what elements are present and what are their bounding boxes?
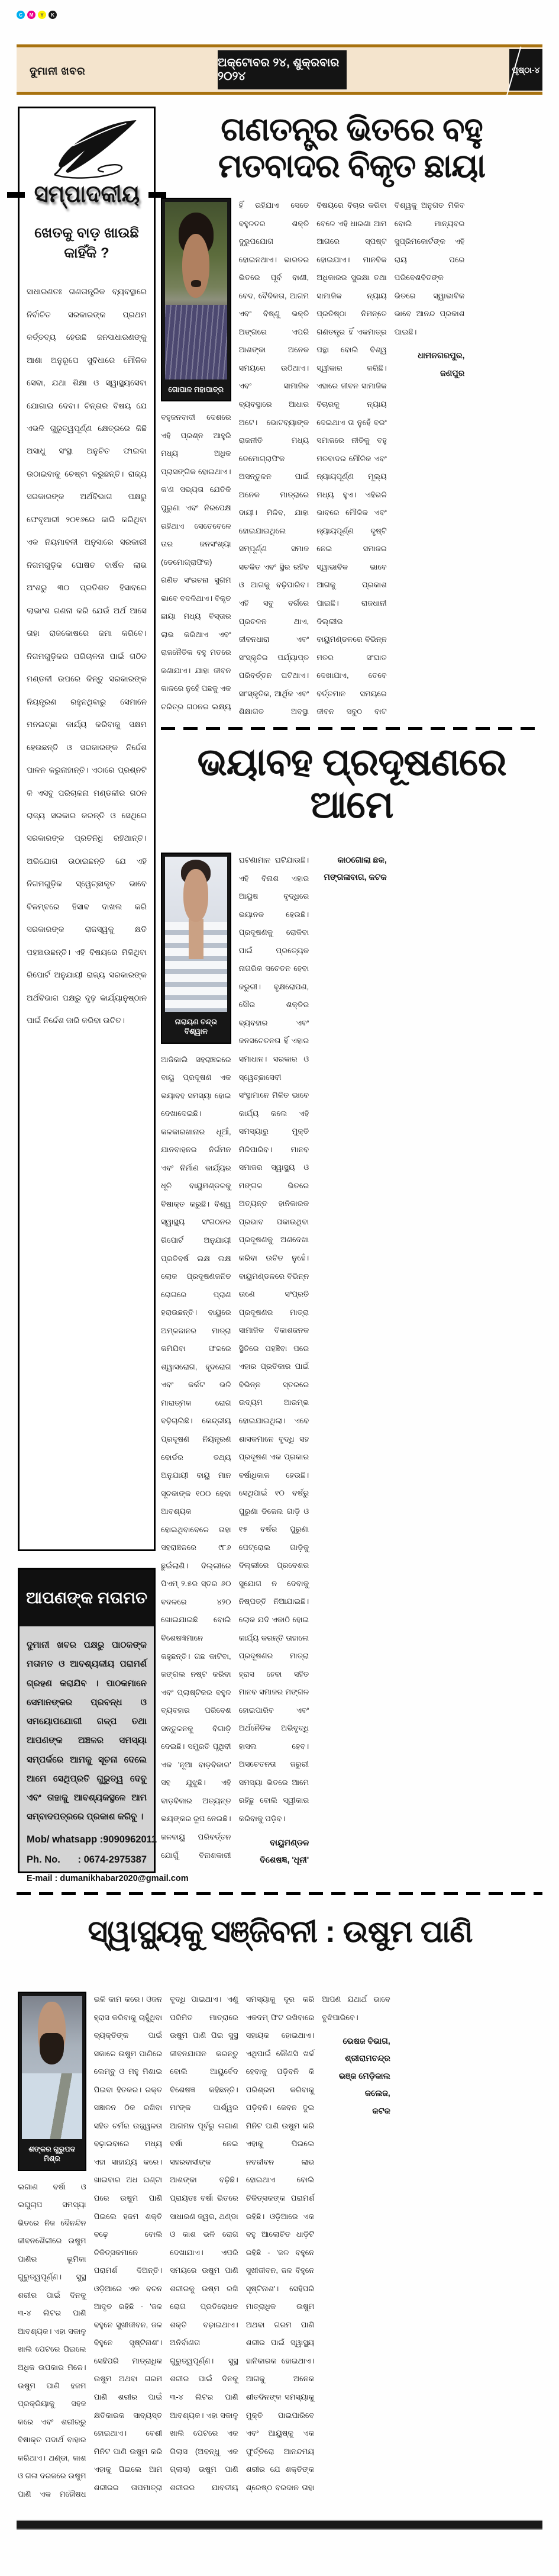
article2-author-photo-frame [161, 853, 231, 1044]
article1-signature: ଧାମନଗରପୁର, ଜଣପୁର [418, 350, 465, 378]
article3-headline: ସ୍ୱାସ୍ଥ୍ୟକୁ ସଞ୍ଜିବନୀ : ଉଷୁମ ପାଣି [88, 1915, 473, 1949]
opinion-contact-block [20, 1832, 189, 1886]
article2-headline: ଭୟାବହ ପ୍ରଦୂଷଣରେ ଆମେ [197, 741, 506, 826]
article3-author-name: ଶଙ୍କର ଗୁରୁପଦ ମିଶ୍ର [28, 2145, 76, 2163]
editorial-masthead-title: ସମ୍ପାଦକୀୟ [34, 181, 140, 207]
article3-signature [322, 2033, 390, 2120]
contact-phone-row [27, 1852, 147, 1867]
mobile-label: Mob/ whatsapp : [27, 1834, 104, 1845]
page-number-box [509, 49, 542, 91]
editorial-masthead [27, 181, 147, 208]
article2-body [161, 851, 542, 1871]
page-header-bar [17, 44, 542, 95]
page-number-label: ପୃଷ୍ଠା-୪ [512, 65, 540, 75]
article3-signature-line2: ଭଞ୍ଜ ମେଡ଼ିକାଲ କଲେଜ, [338, 2070, 390, 2098]
dash-left-icon [7, 192, 25, 198]
black-mark-icon: K [49, 11, 57, 19]
dashed-divider-2 [17, 1892, 542, 1895]
article1-text: ବହୁଜନବାଦୀ ଦେଶରେ ଏହି ପ୍ରଶ୍ନ ଆହୁରି ମଧ୍ୟ ଅଧିକ ପ୍ରାସଙ୍ଗିକ ହୋଇଥାଏ। କ'ଣ ସଭ୍ୟତା ଯେତିକି ପୁରୁଣା ଏବଂ ନିରପେକ୍ଷ ରହିଥାଏ ସେତେବେଳେ ତାର ଜନସଂଖ୍ୟା (ଡେମୋଗ୍ରାଫିକ) ଗଣିତ ସଂରଚନା ସୁଗମ ଭାବେ ବଦଳିଥାଏ। ବିକୃତ ଛାୟା ମଧ୍ୟ ବିସ୍ତାର ଲାଭ କରିଥାଏ ଏବଂ ରାଜନୈତିକ ବହୁ ମତରେ ଜଣାଯାଏ। ଯାହା ଜୀବନ କାଳରେ ନୁହେଁ ପଛକୁ ଏକ ଚରିତ୍ର ଗଠନର ଲକ୍ଷ୍ୟ ହିଁ ରହିଯାଏ ସେତେ ବହୁଳତର ଶକ୍ତି ଦୁରୁପଯୋଗ ହୋଇନଥାଏ। ଭାରତର ଭିତରେ ପୂର୍ବ ବାଣୀ, ବେଦ, ବୈଦିକତା, ଆଗମ ଏବଂ ବିଷ୍ଣୁ ଭକ୍ତି ଅଙ୍ଗରେ ଏପରି ଆଶଙ୍କା ଅନେକ ସମୟରେ ଉଠିଥାଏ। ଏବଂ ସାମାଜିକ ବ୍ୟବସ୍ଥାରେ ଆଧାର ଅଟେ। ଭୋଟବ୍ୟାଙ୍କ ରାଜନୀତି ମଧ୍ୟ ଡେମୋଗ୍ରାଫିକ ଅସନ୍ତୁଳନ ପାଇଁ ଅନେକ ମାତ୍ରାରେ ଦାୟୀ। ମିଳିବ, ଯାହା ହୋଇଯାଇଥିଲେ ସମ୍ପୂର୍ଣ୍ଣ ସମାଜ ସଚକିତ ଏବଂ ସ୍ଥିର ରହିବ ଓ ଆଗକୁ ବଢ଼ିପାରିବ। ଏହି ସବୁ ବର୍ଗରେ ପ୍ରଚଳନ ଥାଏ, ଜୀବନଧାରା ଏବଂ ସଂସ୍କୃତିର ପର୍ଯ୍ୟାପ୍ତ ପରିବର୍ତ୍ତନ ଘଟିଥାଏ। ସାଂସ୍କୃତିକ, ଆର୍ଥିକ ଏବଂ ଶିକ୍ଷାଗତ ଅବସ୍ଥା ବିଷୟରେ ବିଚାର କରିବା ବେଳେ ଏହି ଧାରଣା ଆମ ଆଗରେ ସ୍ପଷ୍ଟ ହୋଇଯାଏ। ମାନବିକ ଅଧିକାରର ସୁରକ୍ଷା ତଥା ସାମାଜିକ ନ୍ୟାୟ ପ୍ରତିଷ୍ଠା ନିମନ୍ତେ ଗଣତନ୍ତ୍ର ହିଁ ଏକମାତ୍ର ପନ୍ଥା ବୋଲି ବିଶ୍ୱ ସ୍ୱୀକାର କରିଛି। ଏହାରେ ଜୀବନ ସାମାଜିକ ବିଚାରକୁ ନ୍ୟାୟ ଦେଇଥାଏ ତା ନୁହେଁ ବରଂ ସମାଜରେ ନୀତିକୁ ବହୁ ମତବାଦର ମୌଳିକ ଏବଂ ନ୍ୟାୟପୂର୍ଣ୍ଣ ମୂଲ୍ୟ ମଧ୍ୟ ହୁଏ। ଏହିଭଳି ଭାବରେ ମୌଳିକ ଏବଂ ନ୍ୟାୟପୂର୍ଣ୍ଣ ଦୃଷ୍ଟି ନେଇ ସମାଜର ସ୍ୱାଭାବିକ ଭାବେ ଆଗକୁ ପ୍ରକାଶ ପାଇଛି। ରାଜଧାନୀ ଦିଲ୍ଲୀର ବାୟୁମଣ୍ଡଳରେ ବିଭିନ୍ନ ମତର ସଂଘାତ ଦେଖାଯାଏ, ତେବେ ବର୍ତ୍ତମାନ ସମୟରେ ଜୀବନ ସବୁଠ ବାଟ ବିଶ୍ୱକୁ ଅନୁଗତ ମିଳିବ ବୋଲି ମାନ୍ୟବର ସୁପ୍ରିମକୋର୍ଟଙ୍କ ଏହି ରାୟ ପରେ ପରିବେଶବିତଙ୍କ ଭିତରେ ସ୍ୱାଭାବିକ ଭାବେ ଆନନ୍ଦ ପ୍ରକାଶ ପାଇଛି। [161, 201, 465, 716]
article1-author-name: ଗୋପାଳ ମହାପାତ୍ର [168, 385, 224, 394]
article1-author-photo-frame [161, 198, 231, 401]
article3-author-photo [22, 1996, 82, 2139]
page-bottom-rule [17, 2520, 542, 2530]
article3-author-photo-frame [18, 1992, 86, 2171]
photo-beard [40, 2033, 64, 2064]
mobile-number: 9090962011 [103, 1834, 157, 1845]
article1-author-photo [165, 202, 227, 380]
cyan-mark-icon: C [17, 11, 25, 19]
article3-text: ଲଗାଣ ବର୍ଷା ଓ ଲଘୁଚାପ ସମସ୍ୟା ଭିତରେ ନିଜ ଦୈନନ୍ଦିନ ଜୀବନଶୈଳୀରେ ଉଷୁମ ପାଣିର ଭୂମିକା ଗୁରୁତ୍ୱପୂର୍ଣ୍ଣ। ସୁସ୍ଥ ଶରୀର ପାଇଁ ଦିନକୁ ୩-୪ ଲିଟର ପାଣି ଆବଶ୍ୟକ। ଏହା ସକାଳୁ ଖାଲି ପେଟରେ ପିଇଲେ ଅଧିକ ଉପକାର ମିଳେ। ଉଷୁମ ପାଣି ହଜମ ପ୍ରକ୍ରିୟାକୁ ସହଜ କରେ ଏବଂ ଶରୀରରୁ ବିଷାକ୍ତ ପଦାର୍ଥ ବାହାର କରିଥାଏ। ଥଣ୍ଡା, କାଶ ଓ ଗଳା ଦରଜରେ ଉଷୁମ ପାଣି ଏକ ମହୌଷଧ ଭଳି କାମ କରେ। ଓଜନ ହ୍ରାସ କରିବାକୁ ଚାହୁଁଥିବା ବ୍ୟକ୍ତିଙ୍କ ପାଇଁ ସକାଳେ ଉଷୁମ ପାଣିରେ ଲେମ୍ବୁ ଓ ମହୁ ମିଶାଇ ପିଇବା ହିତକର। ରକ୍ତ ସଞ୍ଚାଳନ ଠିକ ରଖିବା ସହିତ ଚର୍ମର ଉଜ୍ଜ୍ୱଳତା ବଢ଼ାଇବାରେ ମଧ୍ୟ ଏହା ସାହାଯ୍ୟ କରେ। ଖାଇବାର ଅଧ ଘଣ୍ଟା ପରେ ଉଷୁମ ପାଣି ପିଇଲେ ହଜମ ଶକ୍ତି ବଢ଼େ ବୋଲି ଚିକିତ୍ସକମାନେ ପରାମର୍ଶ ଦିଅନ୍ତି। ଓଡ଼ିଆରେ ଏକ ବଚନ ଆଦୃତ ରହିଛି - 'ଜଳ ବହୁନେ ସୁଖୀଜୀବନ, ଜଳ ବିହୁନେ ସୃଷ୍ଟିନାଶ'। ସେହିପରି ମାତ୍ରାଧିକ ଉଷୁମ ଅଥବା ଗରମ ପାଣି ଶରୀର ପାଇଁ କ୍ଷତିକାରକ ସାବ୍ୟସ୍ତ ହୋଇଥାଏ। ବେଶୀ ମିନିଟ ପାଣି ଉଷୁମ କରି ଏହାକୁ ପିଇଲେ ଆମ ଶରୀରର ତାପମାତ୍ରା ବୃଦ୍ଧି ପାଇଥାଏ। ଏଣୁ ପରିମିତ ମାତ୍ରାରେ ଉଷୁମ ପାଣି ପିଇ ସୁସ୍ଥ ଜୀବନଯାପନ କରନ୍ତୁ ବୋଲି ଆୟୁର୍ବେଦ ବିଶେଷଜ୍ଞ କହିଛନ୍ତି। ମା'ଙ୍କ ପାର୍ଶ୍ୱର ଆଗମନ ପୂର୍ବରୁ ଲଗାଣ ବର୍ଷା ନେଇ ସହରବାସୀଙ୍କ ଆଶଙ୍କା ବଢ଼ିଛି। ପ୍ରାୟତଃ ବର୍ଷା ଭିତରେ ସାଧାରଣ ଜ୍ୱର, ଥଣ୍ଡା ଓ କାଶ ଭଳି ରୋଗ ଦେଖାଯାଏ। ଏପରି ସମୟରେ ଉଷୁମ ପାଣି ଶରୀରକୁ ଉଷ୍ମ ରଖି ରୋଗ ପ୍ରତିରୋଧକ ଶକ୍ତି ବଢ଼ାଇଥାଏ। ଅନିର୍ବାଣତା ଗୁରୁତ୍ୱପୂର୍ଣ୍ଣ। ସୁସ୍ଥ ଶରୀର ପାଇଁ ଦିନକୁ ୩-୪ ଲିଟର ପାଣି ଆବଶ୍ୟକ। ଏହା ସକାଳୁ ଖାଲି ପେଟରେ ଏକ ଗିଲାସ (ଅବନ୍ଧୁ ଏକ ଗ୍ଲାସ) ଉଷୁମ ପାଣି ଶରୀରର ଯାବତୀୟ ସମସ୍ୟାକୁ ଦୂର କରି ଏକଦମ୍ ଫିଟ ରଖିବାରେ ସହାୟକ ହୋଇଥାଏ। ଏଥିପାଇଁ କୌଣସି ଖର୍ଚ୍ଚ ହେବାକୁ ପଡ଼ିବନି କି ପରିଶ୍ରମ କରିବାକୁ ପଡ଼ିବନି। ଜେବନ ଦୁଇ ମିନିଟ ପାଣି ଉଷୁମ କରି ଏହାକୁ ପିଇଲେ ନବଜୀବନ ଲାଭ ହୋଇଥାଏ ବୋଲି ଚିକିତ୍ସକଙ୍କ ପରାମର୍ଶ ରହିଛି। ଓଡ଼ିଆରେ ଏକ ବହୁ ଆଲୋଚିତ ଧାଡ଼ିଟି ରହିଛି - 'ଜଳ ବହୁନେ ସୁଖୀଜୀବନ, ଜଳ ବିହୁନେ ସୃଷ୍ଟିନାଶ'। ସେହିପରି ମାତ୍ରାଧିକ ଉଷୁମ ଅଥବା ଗରମ ପାଣି ଶରୀର ପାଇଁ ସ୍ୱାସ୍ଥ୍ୟ ହାନିକାରକ ହୋଇଥାଏ। ଆଗକୁ ଅନେକ ଶୀତଦିନଙ୍କ ସମସ୍ୟାକୁ ମୁକ୍ତି ପାଇପାରିବେ ଏବଂ ଆୟୁଷ୍କୁ ଏକ ଫୁର୍ତ୍ତିରୋ ଆନନ୍ଦମୟ ଶରୀର ଯେ ଶକ୍ତିଙ୍କ ଶ୍ରେଷ୍ଠ ବରଦାନ ତାହା ଆପଣ ଯଥାର୍ଥ ଭାବେ ବୁଝିପାରିବେ। [18, 1995, 390, 2498]
opinion-box [18, 1568, 189, 1884]
phone-number: : 0674-2975387 [77, 1854, 147, 1865]
article1-body [161, 197, 542, 722]
cmyk-registration-marks [17, 11, 57, 19]
photo-face [182, 234, 209, 298]
photo-neck [189, 919, 203, 959]
contact-email-row: E-mail : dumanikhabar2020@gmail.com [27, 1874, 189, 1884]
photo-shirt [165, 305, 227, 380]
article2-text: ଆଜିକାଲି ସହରାଞ୍ଚଳରେ ବାୟୁ ପ୍ରଦୂଷଣ ଏକ ଭୟାବହ ସମସ୍ୟା ହୋଇ ଦେଖାଦେଇଛି। କଳକାରଖାନାର ଧୂଆଁ, ଯାନବାହନର ନିର୍ଗମନ ଏବଂ ନିର୍ମାଣ କାର୍ଯ୍ୟର ଧୂଳି ବାୟୁମଣ୍ଡଳକୁ ବିଷାକ୍ତ କରୁଛି। ବିଶ୍ୱ ସ୍ୱାସ୍ଥ୍ୟ ସଂଗଠନର ରିପୋର୍ଟ ଅନୁଯାୟୀ ପ୍ରତିବର୍ଷ ଲକ୍ଷ ଲକ୍ଷ ଲୋକ ପ୍ରଦୂଷଣଜନିତ ରୋଗରେ ପ୍ରାଣ ହରାଉଛନ୍ତି। ବାୟୁରେ ଅମ୍ଳଜାନର ମାତ୍ରା କମିଯିବା ଫଳରେ ଶ୍ୱାସରୋଗ, ହୃଦରୋଗ ଏବଂ କର୍କଟ ଭଳି ମାରାତ୍ମକ ରୋଗ ବଢ଼ିଚାଲିଛି। କେନ୍ଦ୍ରୀୟ ପ୍ରଦୂଷଣ ନିୟନ୍ତ୍ରଣ ବୋର୍ଡର ତଥ୍ୟ ଅନୁଯାୟୀ ବାୟୁ ମାନ ସୂଚକାଙ୍କ ୧୦୦ ହେବା ଆବଶ୍ୟକ ହୋଇଥିବାବେଳେ ତାହା ସହରାଞ୍ଚଳରେ ୯୮୬ ଛୁଇଁଲାଣି। ଦିଲ୍ଲୀରେ ପିଏମ୍ ୨.୫ର ସ୍ତର ୬୦ ବଦଳରେ ୪୨୦ ଖୋଇଯାଇଛି ବୋଲି ବିଶେଷଜ୍ଞମାନେ କହୁଛନ୍ତି। ଗଛ କାଟିବା, ଜଙ୍ଗଲ ନଷ୍ଟ କରିବା ଏବଂ ପ୍ଲାଷ୍ଟିକର ବହୁଳ ବ୍ୟବହାର ପରିବେଶ ସନ୍ତୁଳନକୁ ବିଗାଡ଼ି ଦେଇଛି। ସମ୍ପ୍ରତି ପୃଥିବୀ ଏକ 'ନୂଆ ବାଡ଼ବିକାର' ସହ ଯୁଝୁଛି। ଏହି ବାଡ଼ବିକାର ଅତ୍ୟନ୍ତ ଭୟଙ୍କର ରୂପ ନେଇଛି। ଜଳବାୟୁ ପରିବର୍ତ୍ତନ ଯୋଗୁଁ ବିନାଶକାରୀ ଘଟଣାମାନ ଘଟିଯାଉଛି। ଏହି ବିନାଶ ଏହାର ଆୟୁଷ ବୃଦ୍ଧିରେ ଭୟାନକ ହେଉଛି। ପ୍ରଦୂଷଣକୁ ରୋକିବା ପାଇଁ ପ୍ରତ୍ୟେକ ନାଗରିକ ସଚେତନ ହେବା ଜରୁରୀ। ବୃକ୍ଷରୋପଣ, ସୌର ଶକ୍ତିର ବ୍ୟବହାର ଏବଂ ଜନସଚେତନତା ହିଁ ଏହାର ସମାଧାନ। ସରକାର ଓ ସ୍ୱେଚ୍ଛାସେବୀ ସଂସ୍ଥାମାନେ ମିଳିତ ଭାବେ କାର୍ଯ୍ୟ କଲେ ଏହି ସମସ୍ୟାରୁ ମୁକ୍ତି ମିଳିପାରିବ। ମାନବ ସମାଜର ସ୍ୱାସ୍ଥ୍ୟ ଓ ମଙ୍ଗଳ ଭିତରେ ଅତ୍ୟନ୍ତ ହାନିକାରକ ପ୍ରଭାବ ପକାଉଥିବା ପ୍ରଦୂଷଣକୁ ଅଣଦେଖା କରିବା ଉଚିତ ନୁହେଁ। ବାୟୁମଣ୍ଡଳରେ ବିଭିନ୍ନ ଉଣେ ସଂପ୍ରତି ପ୍ରଦୂଷଣର ମାତ୍ରା ସାମାଜିକ ବିକାଶଜନକ ସ୍ଥିତିରେ ପହଞ୍ଚିବା ପରେ ଏହାର ପ୍ରତିକାର ପାଇଁ ବିଭିନ୍ନ ସ୍ତରରେ ଉଦ୍ୟମ ଆରମ୍ଭ ହୋଇଯାଇଥିଲା। ଏବେ ଶାସକମାନେ ବୃଦ୍ଧି ସହ ପ୍ରଦୂଷଣ ଏକ ପ୍ରକାର ବର୍ଷାଧିକାଳ ହେଉଛି। ସେଥିପାଇଁ ୧୦ ବର୍ଷରୁ ପୁରୁଣା ଡିଜେଲ ଗାଡ଼ି ଓ ୧୫ ବର୍ଷର ପୁରୁଣା ପେଟ୍ରୋଲ ଗାଡ଼ିକୁ ଦିଲ୍ଲୀରେ ପ୍ରବେଶର ସୁଯୋଗ ନ ଦେବାକୁ ନିଷ୍ପତ୍ତି ନିଆଯାଇଛି। ଲୋକ ଯଦି ଏକାଠି ହୋଇ କାର୍ଯ୍ୟ କରନ୍ତି ତାହାଲେ ପ୍ରଦୂଷଣର ମାତ୍ରା ହ୍ରାସ ହେବା ସହିତ ମାନବ ସମାଜର ମଙ୍ଗଳ ହୋଇପାରିବ ଏବଂ ଅର୍ଥନୈତିକ ଅଭିବୃଦ୍ଧି ହାସଲ ହେବ। ଅସଚେତନତା ଜରୁରୀ ସମସ୍ୟା ଭିତରେ ଆମେ ରହିଛୁ ବୋଲି ସ୍ୱୀକାର କରିବାକୁ ପଡ଼ିବ। [161, 856, 309, 1860]
article2-signature-line3: ମଙ୍ଗଳାବାଗ, କଟକ [324, 872, 387, 882]
article2-signature-line2: କାଠଗୋଲା ଛକ, [337, 855, 387, 864]
quill-pen-icon [31, 117, 143, 179]
article1-headline: ଗଣତନ୍ତ୍ର ଭିତରେ ବହୁ ମତବାଦର ବିକୃତ ଛାୟା [218, 111, 486, 184]
photo-face [183, 869, 208, 922]
article3-signature-line1: ଭେଷଜ ବିଭାଗ, ଶ୍ରୀରାମଚନ୍ଦ୍ର [342, 2036, 390, 2063]
magenta-mark-icon: M [27, 11, 35, 19]
editorial-column [18, 107, 156, 1551]
photo-mustache [191, 280, 201, 287]
yellow-mark-icon: Y [38, 11, 46, 19]
editorial-body-text: ସାଧାରଣତଃ ଗଣତାନ୍ତ୍ରିକ ବ୍ୟବସ୍ଥାରେ ନିର୍ବାଚିତ ସରକାରଙ୍କ ପ୍ରଥମ କର୍ତ୍ତବ୍ୟ ହେଉଛି ଜନସାଧାରଣଙ୍କୁ ଆଶା ଅନୁରୂପେ ସୁବିଧାରେ ମୌଳିକ ସେବା, ଯଥା ଶିକ୍ଷା ଓ ସ୍ୱାସ୍ଥ୍ୟସେବା ଯୋଗାଇ ଦେବା। ଚିନ୍ତାର ବିଷୟ ଯେ ଏଭଳି ଗୁରୁତ୍ୱପୂର୍ଣ୍ଣ କ୍ଷେତ୍ରରେ କିଛି ଅସାଧୁ ସଂସ୍ଥା ଅନୁଚିତ ଫାଇଦା ଉଠାଇବାକୁ ଚେଷ୍ଟା କରୁଛନ୍ତି। ରାଜ୍ୟ ସରକାରଙ୍କ ଅର୍ଥବିଭାଗ ପକ୍ଷରୁ ଫେବୃଆରୀ ୨୦୧୬ରେ ଜାରି କରିଥିବା ଏକ ନିୟମାବଳୀ ଅନୁସାରେ ସରକାରୀ ନିଗମଗୁଡ଼ିକ ଘୋଷିତ ବାର୍ଷିକ ଲାଭ ଅଂଶରୁ ୩୦ ପ୍ରତିଶତ ହିସାବରେ ଲାଭାଂଶ ଗଣନା କରି ଯେଉଁ ଅର୍ଥ ଆସେ ତାହା ରାଜକୋଷରେ ଜମା କରିବେ। ନିଗମଗୁଡ଼ିକର ପରିଚାଳନା ପାଇଁ ଗଠିତ ମଣ୍ଡଳୀ ଉପରେ କିନ୍ତୁ ସରକାରଙ୍କ ନିୟନ୍ତ୍ରଣ ରହୁନଥିବାରୁ ସେମାନେ ମନଇଚ୍ଛା କାର୍ଯ୍ୟ କରିବାକୁ ସକ୍ଷମ ହେଉଛନ୍ତି ଓ ସରକାରଙ୍କ ନିର୍ଦ୍ଦେଶ ପାଳନ କରୁନାହାନ୍ତି। ଏଠାରେ ପ୍ରଶ୍ନଟି କି ଏସବୁ ପରିଚାଳନା ମଣ୍ଡଳୀର ଗଠନ ରାଜ୍ୟ ସରକାର କରନ୍ତି ଓ ସେଥିରେ ସରକାରଙ୍କ ପ୍ରତିନିଧି ରହିଥାନ୍ତି। ଅଭିଯୋଗ ଉଠାଇଛନ୍ତି ଯେ ଏହି ନିଗମଗୁଡ଼ିକ ସ୍ୱେଚ୍ଛାକୃତ ଭାବେ ବିଳମ୍ବରେ ହିସାବ ଦାଖଲ କରି ସରକାରଙ୍କ ରାଜସ୍ୱକୁ କ୍ଷତି ପହଞ୍ଚାଉଛନ୍ତି। ଏହି ବିଷୟରେ ମିଳିଥିବା ରିପୋର୍ଟ ଅନୁଯାୟୀ ରାଜ୍ୟ ସରକାରଙ୍କ ଅର୍ଥବିଭାଗ ପକ୍ଷରୁ ଦୃଢ଼ କାର୍ଯ୍ୟାନୁଷ୍ଠାନ ପାଇଁ ନିର୍ଦ୍ଦେଶ ଜାରି କରିବା ଉଚିତ। [27, 287, 147, 1025]
newspaper-name: ଦୁମାନୀ ଖବର [30, 65, 86, 77]
article2-signature-line1: ବାୟୁମଣ୍ଡଳ ବିଶେଷଜ୍ଞ, 'ଧୂନୀ' [260, 1837, 309, 1864]
contact-mobile-row [27, 1832, 157, 1847]
photo-shirt [22, 2073, 82, 2139]
article3-signature-line3: କଟକ [372, 2105, 390, 2115]
opinion-box-text: ଦୁମାନୀ ଖବର ପକ୍ଷରୁ ପାଠକଙ୍କ ମତାମତ ଓ ଆବଶ୍ୟକୀୟ ପରାମର୍ଶ ଗ୍ରହଣ କରାଯିବ । ପାଠକମାନେ ସେମାନଙ୍କର ପ୍ରବନ୍ଧ ଓ ସମୟୋପଯୋଗୀ ଗଳ୍ପ ତଥା ଆପଣଙ୍କ ଅଞ୍ଚଳର ସମସ୍ୟା ସମ୍ପର୍କରେ ଆମକୁ ସୂଚନା ଦେଲେ ଆମେ ସେଥିପ୍ରତି ଗୁରୁତ୍ୱ ଦେବୁ ଏବଂ ତାହାକୁ ଆବଶ୍ୟକସ୍ଥଳେ ଆମ ସମ୍ବାଦପତ୍ରରେ ପ୍ରକାଶ କରିବୁ । [27, 1640, 147, 1822]
dashed-divider-1 [161, 727, 542, 730]
opinion-box-title: ଆପଣଙ୍କ ମତାମତ [20, 1570, 154, 1626]
date-box: ଅକ୍ଟୋବର ୨୪, ଶୁକ୍ରବାର ୨୦୨୪ [218, 50, 347, 89]
article3-body [18, 1990, 542, 2507]
article2-author-name: ନାରାୟଣ ଚନ୍ଦ୍ର ବିଶ୍ୱାଳ [175, 1018, 217, 1036]
editorial-headline: ଖେତକୁ ବାଡ଼ ଖାଉଛି କାହିଁକି ? [34, 225, 139, 261]
phone-label: Ph. No. [27, 1854, 60, 1865]
article2-author-photo [165, 857, 227, 1012]
